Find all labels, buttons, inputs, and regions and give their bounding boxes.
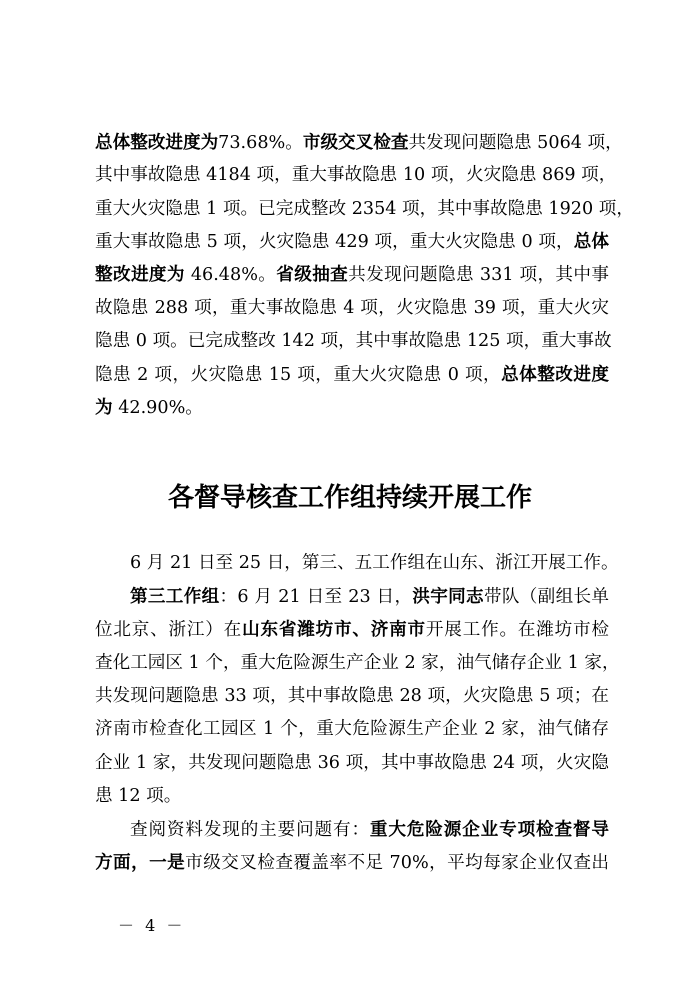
bold-phrase: 市级交叉检查 <box>302 133 409 153</box>
para1-line6: 故隐患 288 项，重大事故隐患 4 项，火灾隐患 39 项，重大火灾 <box>95 298 609 318</box>
text-run: 46.48%。 <box>184 265 277 285</box>
bold-phrase: 山东省潍坊市、济南市 <box>242 620 426 640</box>
bold-phrase: 第三工作组 <box>130 587 220 607</box>
para3-line7: 患 12 项。 <box>95 786 182 806</box>
text-run: 隐患 2 项，火灾隐患 15 项，重大火灾隐患 0 项， <box>95 365 502 385</box>
section-title: 各督导核查工作组持续开展工作 <box>167 483 532 513</box>
para1-line7: 隐患 0 项。已完成整改 142 项，其中事故隐患 125 项，重大事故 <box>95 331 612 351</box>
text-run: 带队（副组长单 <box>483 587 609 607</box>
para4-line1 <box>130 819 609 841</box>
text-run: 位北京、浙江）在 <box>95 620 243 640</box>
text-run: 重大事故隐患 5 项，火灾隐患 429 项，重大火灾隐患 0 项， <box>95 232 574 252</box>
text-run: 开展工作。在潍坊市检 <box>425 620 609 640</box>
bold-phrase: 省级抽查 <box>276 265 349 285</box>
para1-line5 <box>95 264 609 286</box>
text-run: ：6 月 21 日至 23 日， <box>219 587 413 607</box>
para3-line3: 查化工园区 1 个，重大危险源生产企业 2 家，油气储存企业 1 家， <box>95 653 620 673</box>
text-run: 42.90%。 <box>112 398 203 418</box>
para1-line4 <box>95 231 609 253</box>
para1-line3: 重大火灾隐患 1 项。已完成整改 2354 项，其中事故隐患 1920 项， <box>95 199 634 219</box>
text-run: 73.68%。 <box>218 133 303 153</box>
text-run: 共发现问题隐患 331 项，其中事 <box>348 265 609 285</box>
para1-line8 <box>95 364 609 386</box>
para4-line2 <box>95 852 609 874</box>
bold-phrase: 总体整改进度 <box>501 365 609 385</box>
para3-line1 <box>130 586 609 608</box>
text-run: 市级交叉检查覆盖率不足 70%，平均每家企业仅查出 <box>185 853 609 873</box>
text-run: 查阅资料发现的主要问题有： <box>130 820 370 840</box>
bold-phrase: 方面，一是 <box>95 853 186 873</box>
page-number: － 4 － <box>118 916 186 935</box>
para3-line5: 济南市检查化工园区 1 个，重大危险源生产企业 2 家，油气储存 <box>95 719 609 739</box>
bold-phrase: 为 <box>95 398 113 418</box>
bold-phrase: 重大危险源企业专项检查督导 <box>369 820 609 840</box>
para1-line1 <box>95 132 623 154</box>
bold-phrase: 整改进度为 <box>95 265 185 285</box>
para3-line4: 共发现问题隐患 33 项，其中事故隐患 28 项，火灾隐患 5 项；在 <box>95 686 609 706</box>
para3-line2 <box>95 619 609 641</box>
text-run: 共发现问题隐患 5064 项， <box>408 133 623 153</box>
bold-phrase: 洪宇同志 <box>412 587 484 607</box>
para1-line9 <box>95 397 609 419</box>
para1-line2: 其中事故隐患 4184 项，重大事故隐患 10 项，火灾隐患 869 项， <box>95 165 617 185</box>
para2-line1: 6 月 21 日至 25 日，第三、五工作组在山东、浙江开展工作。 <box>130 553 619 573</box>
bold-phrase: 总体整改进度为 <box>95 133 219 153</box>
bold-phrase: 总体 <box>573 232 609 252</box>
para3-line6: 企业 1 家，共发现问题隐患 36 项，其中事故隐患 24 项，火灾隐 <box>95 753 609 773</box>
